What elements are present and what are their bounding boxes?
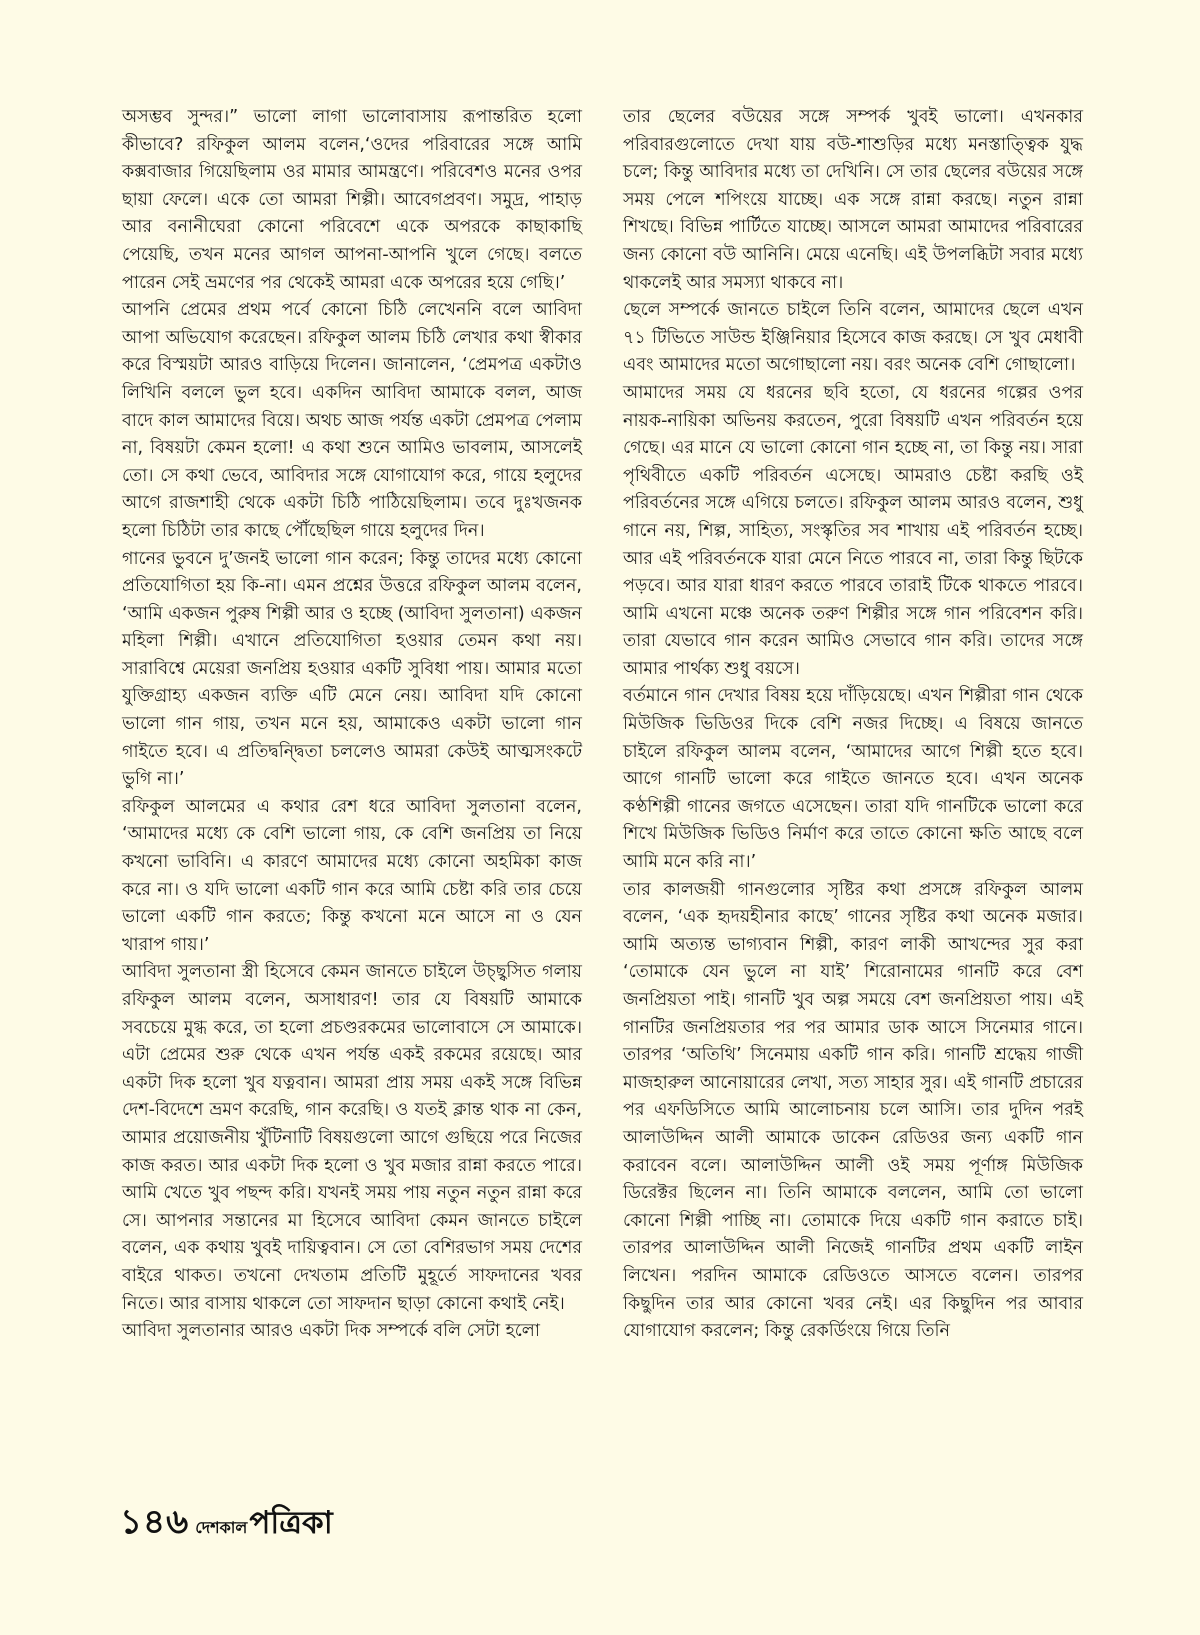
paragraph: তার কালজয়ী গানগুলোর সৃষ্টির কথা প্রসঙ্গে রফিকুল আলম বলেন, ‘এক হৃদয়হীনার কাছে’ গানের সৃষ্টির কথা অনেক মজার। আমি অত্যন্ত ভাগ্যবান শিল্পী, কারণ লাকী আখন্দের সুর করা ‘তোমাকে যেন ভুলে না যাই’ শিরোনামের গানটি করে বেশ জনপ্রিয়তা পাই। গানটি খুব অল্প সময়ে বেশ জনপ্রিয়তা পায়। এই গানটির জনপ্রিয়তার পর পর আমার ডাক আসে সিনেমার গানে। তারপর ‘অতিথি’ সিনেমায় একটি গান করি। গানটি শ্রদ্ধেয় গাজী মাজহারুল আনোয়ারের লেখা, সত্য সাহার সুর। এই গানটি প্রচারের পর এফডিসিতে আমি আলোচনায় চলে আসি। তার দুদিন পরই আলাউদ্দিন আলী আমাকে ডাকেন রেডিওর জন্য একটি গান করাবেন বলে। আলাউদ্দিন আলী ওই সময় পূর্ণাঙ্গ মিউজিক ডিরেক্টর ছিলেন না। তিনি আমাকে বললেন, আমি তো ভালো কোনো শিল্পী পাচ্ছি না। তোমাকে দিয়ে একটি গান করাতে চাই। তারপর আলাউদ্দিন আলী নিজেই গানটির প্রথম একটি লাইন লিখেন। পরদিন আমাকে রেডিওতে আসতে বলেন। তারপর কিছুদিন তার আর কোনো খবর নেই। এর কিছুদিন পর আবার যোগাযোগ করলেন; কিন্তু রেকর্ডিংয়ে গিয়ে তিনি — [623, 879, 1083, 1342]
paragraph: আবিদা সুলতানা স্ত্রী হিসেবে কেমন জানতে চাইলে উচ্ছ্বসিত গলায় রফিকুল আলম বলেন, অসাধারণ! তার যে বিষয়টি আমাকে সবচেয়ে মুগ্ধ করে, তা হলো প্রচণ্ডরকমের ভালোবাসে সে আমাকে। এটা প্রেমের শুরু থেকে এখন পর্যন্ত একই রকমের রয়েছে। আর একটা দিক হলো খুব যত্নবান। আমরা প্রায় সময় একই সঙ্গে বিভিন্ন দেশ-বিদেশে ভ্রমণ করেছি, গান করেছি। ও যতই ক্লান্ত থাক না কেন, আমার প্রয়োজনীয় খুঁটিনাটি বিষয়গুলো আগে গুছিয়ে পরে নিজের কাজ করত। আর একটা দিক হলো ও খুব মজার রান্না করতে পারে। আমি খেতে খুব পছন্দ করি। যখনই সময় পায় নতুন নতুন রান্না করে সে। আপনার সন্তানের মা হিসেবে আবিদা কেমন জানতে চাইলে বলেন, এক কথায় খুবই দায়িত্ববান। সে তো বেশিরভাগ সময় দেশের বাইরে থাকত। তখনো দেখতাম প্রতিটি মুহূর্তে সাফদানের খবর নিতে। আর বাসায় থাকলে তো সাফদান ছাড়া কোনো কথাই নেই। — [122, 962, 582, 1314]
left-column — [122, 104, 582, 1346]
page-footer — [120, 1496, 333, 1553]
paragraph: আমাদের সময় যে ধরনের ছবি হতো, যে ধরনের গল্পের ওপর নায়ক-নায়িকা অভিনয় করতেন, পুরো বিষয়টি এখন পরিবর্তন হয়ে গেছে। এর মানে যে ভালো কোনো গান হচ্ছে না, তা কিন্তু নয়। সারা পৃথিবীতে একটি পরিবর্তন এসেছে। আমরাও চেষ্টা করছি ওই পরিবর্তনের সঙ্গে এগিয়ে চলতে। রফিকুল আলম আরও বলেন, শুধু গানে নয়, শিল্প, সাহিত্য, সংস্কৃতির সব শাখায় এই পরিবর্তন হচ্ছে। আর এই পরিবর্তনকে যারা মেনে নিতে পারবে না, তারা কিন্তু ছিটকে পড়বে। আর যারা ধারণ করতে পারবে তারাই টিকে থাকতে পারবে। আমি এখনো মঞ্চে অনেক তরুণ শিল্পীর সঙ্গে গান পরিবেশন করি। তারা যেভাবে গান করেন আমিও সেভাবে গান করি। তাদের সঙ্গে আমার পার্থক্য শুধু বয়সে। — [623, 382, 1083, 679]
paragraph: গানের ভুবনে দু’জনই ভালো গান করেন; কিন্তু তাদের মধ্যে কোনো প্রতিযোগিতা হয় কি-না। এমন প্রশ্নের উত্তরে রফিকুল আলম বলেন, ‘আমি একজন পুরুষ শিল্পী আর ও হচ্ছে (আবিদা সুলতানা) একজন মহিলা শিল্পী। এখানে প্রতিযোগিতা হওয়ার তেমন কথা নয়। সারাবিশ্বে মেয়েরা জনপ্রিয় হওয়ার একটি সুবিধা পায়। আমার মতো যুক্তিগ্রাহ্য একজন ব্যক্তি এটি মেনে নেয়। আবিদা যদি কোনো ভালো গান গায়, তখন মনে হয়, আমাকেও একটা ভালো গান গাইতে হবে। এ প্রতিদ্বন্দ্বিতা চললেও আমরা কেউই আত্মসংকটে ভুগি না।’ — [122, 548, 582, 790]
paragraph: ছেলে সম্পর্কে জানতে চাইলে তিনি বলেন, আমাদের ছেলে এখন ৭১ টিভিতে সাউন্ড ইঞ্জিনিয়ার হিসেবে কাজ করছে। সে খুব মেধাবী এবং আমাদের মতো অগোছালো নয়। বরং অনেক বেশি গোছালো। — [623, 300, 1083, 376]
page-number: ১৪৬ — [120, 1502, 190, 1542]
magazine-logo-name: পত্রিকা — [249, 1504, 333, 1541]
paragraph: তার ছেলের বউয়ের সঙ্গে সম্পর্ক খুবই ভালো। এখনকার পরিবারগুলোতে দেখা যায় বউ-শাশুড়ির মধ্যে মনস্তাত্ত্বিক যুদ্ধ চলে; কিন্তু আবিদার মধ্যে তা দেখিনি। সে তার ছেলের বউয়ের সঙ্গে সময় পেলে শপিংয়ে যাচ্ছে। এক সঙ্গে রান্না করছে। নতুন রান্না শিখছে। বিভিন্ন পার্টিতে যাচ্ছে। আসলে আমরা আমাদের পরিবারের জন্য কোনো বউ আনিনি। মেয়ে এনেছি। এই উপলব্ধিটা সবার মধ্যে থাকলেই আর সমস্যা থাকবে না। — [623, 107, 1083, 293]
magazine-logo-prefix: দেশকাল — [195, 1517, 248, 1537]
right-column — [623, 104, 1083, 1346]
paragraph: আপনি প্রেমের প্রথম পর্বে কোনো চিঠি লেখেননি বলে আবিদা আপা অভিযোগ করেছেন। রফিকুল আলম চিঠি লেখার কথা স্বীকার করে বিস্ময়টা আরও বাড়িয়ে দিলেন। জানালেন, ‘প্রেমপত্র একটাও লিখিনি বললে ভুল হবে। একদিন আবিদা আমাকে বলল, আজ বাদে কাল আমাদের বিয়ে। অথচ আজ পর্যন্ত একটা প্রেমপত্র পেলাম না, বিষয়টা কেমন হলো! এ কথা শুনে আমিও ভাবলাম, আসলেই তো। সে কথা ভেবে, আবিদার সঙ্গে যোগাযোগ করে, গায়ে হলুদের আগে রাজশাহী থেকে একটা চিঠি পাঠিয়েছিলাম। তবে দুঃখজনক হলো চিঠিটা তার কাছে পৌঁছেছিল গায়ে হলুদের দিন। — [122, 300, 582, 541]
paragraph: আবিদা সুলতানার আরও একটা দিক সম্পর্কে বলি সেটা হলো — [122, 1321, 540, 1342]
magazine-logo — [195, 1499, 333, 1551]
paragraph: রফিকুল আলমের এ কথার রেশ ধরে আবিদা সুলতানা বলেন, ‘আমাদের মধ্যে কে বেশি ভালো গায়, কে বেশি জনপ্রিয় তা নিয়ে কখনো ভাবিনি। এ কারণে আমাদের মধ্যে কোনো অহমিকা কাজ করে না। ও যদি ভালো একটি গান করে আমি চেষ্টা করি তার চেয়ে ভালো একটি গান করতে; কিন্তু কখনো মনে আসে না ও যেন খারাপ গায়।’ — [122, 796, 582, 955]
paragraph: বর্তমানে গান দেখার বিষয় হয়ে দাঁড়িয়েছে। এখন শিল্পীরা গান থেকে মিউজিক ভিডিওর দিকে বেশি নজর দিচ্ছে। এ বিষয়ে জানতে চাইলে রফিকুল আলম বলেন, ‘আমাদের আগে শিল্পী হতে হবে। আগে গানটি ভালো করে গাইতে জানতে হবে। এখন অনেক কণ্ঠশিল্পী গানের জগতে এসেছেন। তারা যদি গানটিকে ভালো করে শিখে মিউজিক ভিডিও নির্মাণ করে তাতে কোনো ক্ষতি আছে বলে আমি মনে করি না।’ — [623, 686, 1083, 873]
paragraph: অসম্ভব সুন্দর।” ভালো লাগা ভালোবাসায় রূপান্তরিত হলো কীভাবে? রফিকুল আলম বলেন,‘ওদের পরিবারের সঙ্গে আমি কক্সবাজার গিয়েছিলাম ওর মামার আমন্ত্রণে। পরিবেশও মনের ওপর ছায়া ফেলে। একে তো আমরা শিল্পী। আবেগপ্রবণ। সমুদ্র, পাহাড় আর বনানীঘেরা কোনো পরিবেশে একে অপরকে কাছাকাছি পেয়েছি, তখন মনের আগল আপনা-আপনি খুলে গেছে। বলতে পারেন সেই ভ্রমণের পর থেকেই আমরা একে অপরের হয়ে গেছি।’ — [122, 107, 582, 293]
